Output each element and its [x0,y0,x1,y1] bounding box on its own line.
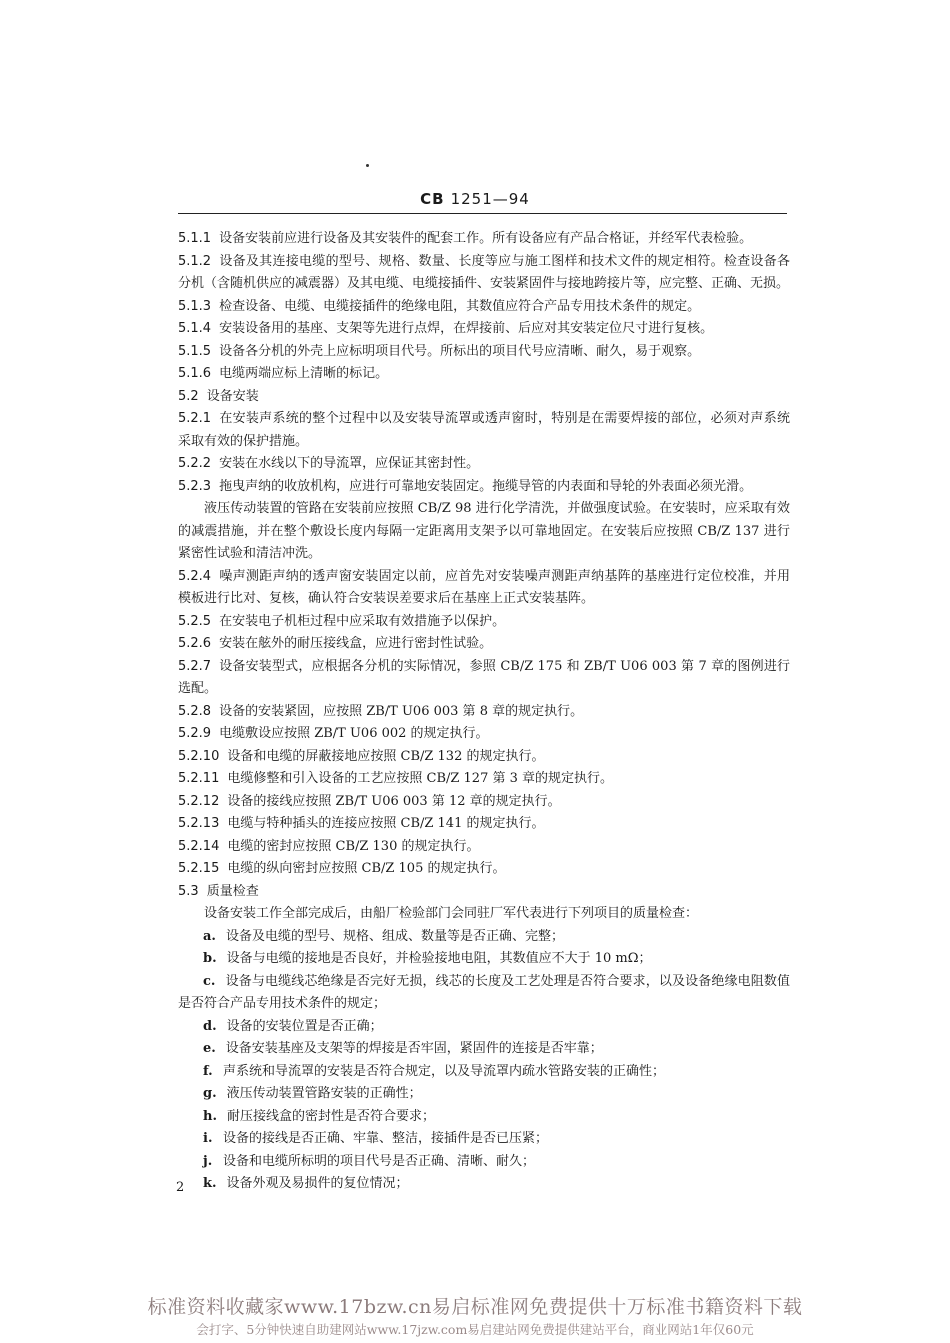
clause-5-2-12: 5.2.12 设备的接线应按照 ZB/T U06 003 第 12 章的规定执行。 [178,793,561,809]
check-item-d: d. 设备的安装位置是否正确； [203,1018,383,1034]
clause-5-2-14: 5.2.14 电缆的密封应按照 CB/Z 130 的规定执行。 [178,838,480,854]
section-5-3-intro: 设备安装工作全部完成后，由船厂检验部门会同驻厂军代表进行下列项目的质量检查： [204,906,699,921]
clause-5-2-4: 5.2.4 噪声测距声纳的透声窗安装固定以前，应首先对安装噪声测距声纳基阵的基座进行定位校准，并用模板进行比对、复核，确认符合安装误差要求后在基座上正式安装基阵。 [178,568,790,606]
clause-5-2-11: 5.2.11 电缆修整和引入设备的工艺应按照 CB/Z 127 第 3 章的规定执行。 [178,771,614,786]
document-body [178,228,790,1196]
clause-5-1-1: 5.1.1 设备安装前应进行设备及其安装件的配套工作。所有设备应有产品合格证，并经军代表检验。 [178,231,753,246]
check-item-i: i. 设备的接线是否正确、牢靠、整洁，接插件是否已压紧； [203,1131,549,1146]
clause-5-2-10: 5.2.10 设备和电缆的屏蔽接地应按照 CB/Z 132 的规定执行。 [178,748,545,764]
clause-5-2-5: 5.2.5 在安装电子机柜过程中应采取有效措施予以保护。 [178,613,506,629]
footer-watermark-line1: 标准资料收藏家www.17bzw.cn易启标准网免费提供十万标准书籍资料下载 [147,1296,803,1318]
standard-number: 1251—94 [450,190,530,208]
clause-5-1-3: 5.1.3 检查设备、电缆、电缆接插件的绝缘电阻，其数值应符合产品专用技术条件的规定。 [178,298,701,314]
clause-5-2-1: 5.2.1 在安装声系统的整个过程中以及安装导流罩或透声窗时，特别是在需要焊接的部位，必须对声系统采取有效的保护措施。 [178,411,790,449]
clause-5-2-6: 5.2.6 安装在舷外的耐压接线盒，应进行密封性试验。 [178,636,493,651]
clause-5-1-2: 5.1.2 设备及其连接电缆的型号、规格、数量、长度等应与施工图样和技术文件的规定相符。检查设备各分机（含随机供应的减震器）及其电缆、电缆接插件、安装紧固件与接地跨接片等，应完整、正确、无损。 [178,253,790,291]
check-item-f: f. 声系统和导流罩的安装是否符合规定，以及导流罩内疏水管路安装的正确性； [203,1063,666,1079]
clause-5-2-8: 5.2.8 设备的安装紧固，应按照 ZB/T U06 003 第 8 章的规定执行。 [178,703,584,719]
check-item-b: b. 设备与电缆的接地是否良好，并检验接地电阻，其数值应不大于 10 mΩ； [203,951,652,966]
scan-dot [366,164,369,167]
check-item-j: j. 设备和电缆所标明的项目代号是否正确、清晰、耐久； [203,1153,536,1169]
section-5-3-heading: 5.3 质量检查 [178,883,259,899]
page-number: 2 [176,1180,185,1195]
clause-5-2-7: 5.2.7 设备安装型式，应根据各分机的实际情况，参照 CB/Z 175 和 ZB/T U06 003 第 7 章的图例进行选配。 [178,658,790,696]
check-item-e: e. 设备安装基座及支架等的焊接是否牢固，紧固件的连接是否牢靠； [203,1041,603,1056]
footer-watermark-line2: 会打字、5分钟快速自助建网站www.17jzw.com易启建站网免费提供建站平台，商业网站1年仅60元 [196,1322,754,1337]
check-item-g: g. 液压传动装置管路安装的正确性； [203,1086,422,1101]
clause-5-1-6: 5.1.6 电缆两端应标上清晰的标记。 [178,366,389,381]
check-item-a: a. 设备及电缆的型号、规格、组成、数量等是否正确、完整； [203,928,564,944]
clause-5-2-9: 5.2.9 电缆敷设应按照 ZB/T U06 002 的规定执行。 [178,726,489,741]
clause-5-2-2: 5.2.2 安装在水线以下的导流罩，应保证其密封性。 [178,456,480,471]
check-item-c: c. 设备与电缆线芯绝缘是否完好无损，线芯的长度及工艺处理是否符合要求，以及设备绝缘电阻数值是否符合产品专用技术条件的规定； [178,973,790,1011]
section-5-2-heading: 5.2 设备安装 [178,388,259,404]
check-item-h: h. 耐压接线盒的密封性是否符合要求； [203,1108,435,1124]
check-item-k: k. 设备外观及易损件的复位情况； [203,1176,409,1191]
clause-5-2-15: 5.2.15 电缆的纵向密封应按照 CB/Z 105 的规定执行。 [178,861,506,876]
clause-5-1-4: 5.1.4 安装设备用的基座、支架等先进行点焊，在焊接前、后应对其安装定位尺寸进行复核。 [178,321,714,336]
clause-5-2-13: 5.2.13 电缆与特种插头的连接应按照 CB/Z 141 的规定执行。 [178,816,545,831]
clause-5-1-5: 5.1.5 设备各分机的外壳上应标明项目代号。所标出的项目代号应清晰、耐久，易于观察。 [178,343,701,359]
clause-5-2-3-paragraph: 液压传动装置的管路在安装前应按照 CB/Z 98 进行化学清洗，并做强度试验。在安装时，应采取有效的减震措施，并在整个敷设长度内每隔一定距离用支架予以可靠地固定。在安装后应按照 CB/Z 137 进行紧密性试验和清洁冲洗。 [178,501,790,561]
header-rule [178,213,787,214]
clause-5-2-3: 5.2.3 拖曳声纳的收放机构，应进行可靠地安装固定。拖缆导管的内表面和导轮的外表面必须光滑。 [178,478,753,494]
standard-prefix: CB [420,190,445,208]
standard-code-header [0,190,950,208]
